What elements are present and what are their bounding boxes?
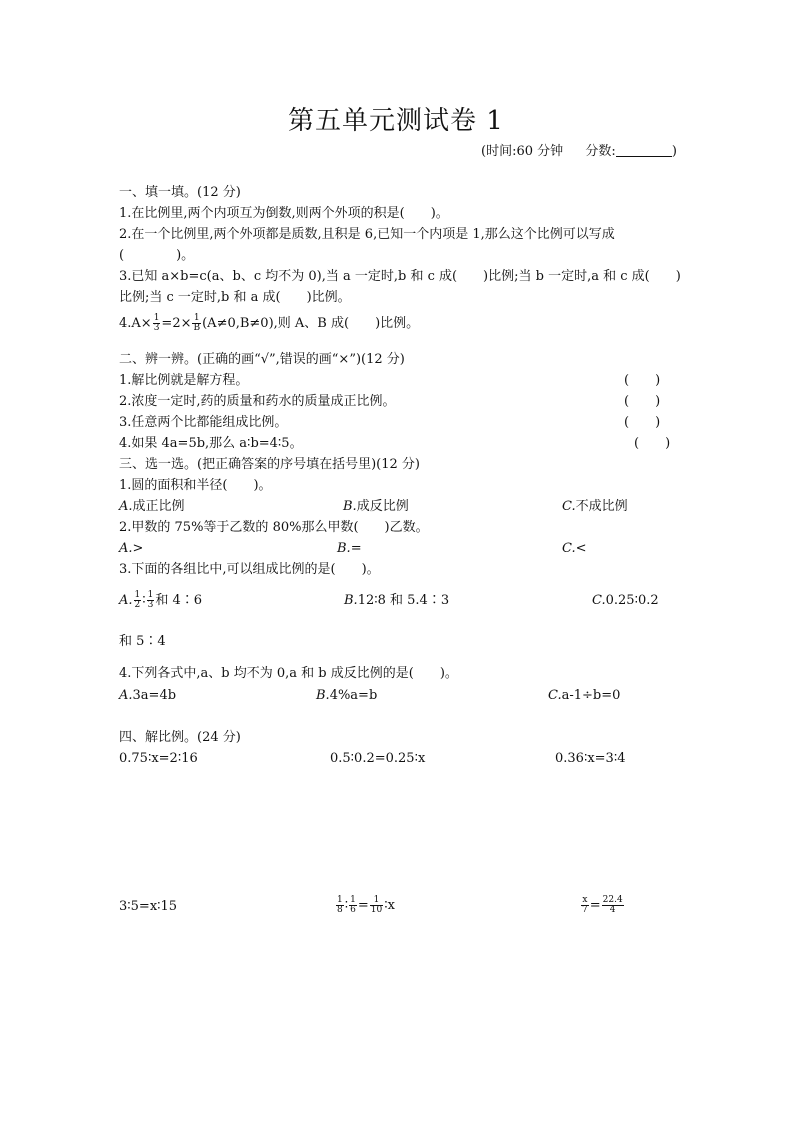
p5-equals: =: [357, 898, 369, 913]
section2-bracket-4[interactable]: ( ): [634, 436, 671, 451]
section2-item-1: 1.解比例就是解方程。: [119, 373, 249, 388]
p5-rest: ∶x: [384, 898, 395, 913]
q4-fraction-2-num: 1: [193, 313, 200, 323]
q4-part-c: (A≠0,B≠0),则 A、B 成( )比例。: [202, 316, 420, 331]
section1-q4: [119, 313, 419, 335]
section1-q3-line1: 3.已知 a×b=c(a、b、c 均不为 0),当 a 一定时,b 和 c 成( )比例;当 b 一定时,a 和 c 成( ): [119, 269, 681, 284]
option-letter: C.: [592, 593, 606, 608]
p5-colon: ∶: [344, 898, 349, 913]
q4-part-a: 4.A×: [119, 316, 152, 331]
fraction-den: 4: [609, 905, 616, 915]
section1-q2-line1: 2.在一个比例里,两个外项都是质数,且积是 6,已知一个内项是 1,那么这个比例可以写成: [119, 227, 615, 242]
section3-q3-option-a[interactable]: [119, 590, 202, 612]
option-a-colon: ∶: [142, 593, 146, 608]
option-text: 12∶8 和 5.4∶3: [357, 593, 450, 608]
fraction-num: 1: [350, 895, 356, 905]
section2-bracket-1[interactable]: ( ): [624, 373, 661, 388]
section3-q1: 1.圆的面积和半径( )。: [119, 478, 272, 493]
p6-fraction-1: [581, 896, 589, 915]
option-letter: A.: [119, 541, 133, 556]
section1-heading: 一、填一填。(12 分): [119, 185, 241, 200]
section2-bracket-3[interactable]: ( ): [624, 415, 661, 430]
section1-q3-line2: 比例;当 c 一定时,b 和 a 成( )比例。: [119, 290, 351, 305]
section4-heading: 四、解比例。(24 分): [119, 730, 241, 745]
q4-fraction-1: [153, 314, 161, 333]
section3-q4-option-c[interactable]: [548, 688, 620, 704]
option-a-rest: 和 4∶6: [155, 593, 203, 608]
q4-fraction-2: [192, 314, 201, 333]
section3-q4-option-b[interactable]: [316, 688, 377, 704]
section3-q1-option-a[interactable]: [119, 499, 185, 515]
section3-q3: 3.下面的各组比中,可以组成比例的是( )。: [119, 562, 380, 577]
section2-item-4: 4.如果 4a=5b,那么 a∶b=4∶5。: [119, 436, 303, 451]
option-letter: B.: [344, 593, 358, 608]
proportion-4: 3∶5=x∶15: [119, 899, 178, 914]
section3-q3-option-c[interactable]: [592, 593, 659, 609]
section3-q4: 4.下列各式中,a、b 均不为 0,a 和 b 成反比例的是( )。: [119, 666, 458, 681]
fraction-den: 8: [337, 905, 343, 915]
fraction-num: 1: [134, 590, 141, 600]
section3-q2-option-a[interactable]: [119, 541, 143, 557]
section3-q2: 2.甲数的 75%等于乙数的 80%那么甲数( )乙数。: [119, 520, 429, 535]
section2-bracket-2[interactable]: ( ): [624, 394, 661, 409]
option-letter: C.: [548, 688, 562, 703]
fraction-den: 7: [582, 905, 588, 915]
proportion-6: [580, 894, 625, 918]
q4-fraction-1-den: 3: [153, 323, 160, 333]
proportion-5: [335, 894, 395, 918]
option-text: 成正比例: [132, 499, 185, 514]
option-letter: A.: [119, 688, 133, 703]
option-letter: A.: [119, 593, 133, 608]
option-text: 3a=4b: [132, 688, 177, 703]
section1-q2-line2: ( )。: [119, 248, 195, 263]
option-letter: C.: [562, 541, 576, 556]
option-text: 4%a=b: [329, 688, 378, 703]
p5-fraction-2: [349, 896, 357, 915]
option-letter: B.: [337, 541, 351, 556]
fraction-num: x: [582, 895, 588, 905]
proportion-1: 0.75∶x=2∶16: [119, 751, 198, 766]
option-letter: B.: [316, 688, 330, 703]
section2-item-2: 2.浓度一定时,药的质量和药水的质量成正比例。: [119, 394, 396, 409]
fraction-den: 10: [370, 905, 383, 915]
option-text: >: [132, 541, 144, 556]
section3-heading: 三、选一选。(把正确答案的序号填在括号里)(12 分): [119, 457, 420, 472]
section3-q4-option-a[interactable]: [119, 688, 176, 704]
section3-q3-option-c-cont: 和 5∶4: [119, 634, 166, 649]
section1-q1: 1.在比例里,两个内项互为倒数,则两个外项的积是( )。: [119, 206, 449, 221]
p6-fraction-2: [602, 896, 624, 915]
p5-fraction-1: [336, 896, 344, 915]
option-text: 不成比例: [575, 499, 628, 514]
section3-q2-option-b[interactable]: [337, 541, 362, 557]
option-letter: B.: [343, 499, 357, 514]
q4-fraction-1-num: 1: [153, 313, 160, 323]
fraction-num: 1: [147, 590, 154, 600]
option-letter: A.: [119, 499, 133, 514]
time-label: (时间:60 分钟: [481, 144, 564, 159]
section3-q2-option-c[interactable]: [562, 541, 587, 557]
section3-q3-option-b[interactable]: [344, 593, 449, 609]
section2-heading: 二、辨一辨。(正确的画“√”,错误的画“×”)(12 分): [119, 352, 405, 367]
score-close: ): [671, 144, 677, 159]
p6-equals: =: [589, 898, 601, 913]
proportion-3: 0.36∶x=3∶4: [555, 751, 626, 766]
option-text: =: [350, 541, 362, 556]
option-a-fraction-2: [147, 591, 155, 610]
option-a-fraction-1: [134, 591, 142, 610]
fraction-num: 22.4: [602, 895, 623, 905]
fraction-den: 6: [350, 905, 356, 915]
section3-q1-option-c[interactable]: [562, 499, 628, 515]
score-blank[interactable]: [616, 144, 672, 157]
q4-fraction-2-den: B: [193, 323, 201, 333]
page-title: 第五单元测试卷 1: [288, 106, 504, 136]
option-letter: C.: [562, 499, 576, 514]
option-text: a-1÷b=0: [561, 688, 621, 703]
fraction-den: 2: [134, 600, 141, 610]
fraction-num: 1: [370, 896, 383, 906]
score-label: 分数:: [585, 144, 616, 159]
p5-fraction-3: [370, 896, 383, 915]
time-info: [481, 144, 677, 160]
option-text: <: [575, 541, 587, 556]
q4-part-b: =2×: [161, 316, 192, 331]
section3-q1-option-b[interactable]: [343, 499, 409, 515]
option-text: 0.25∶0.2: [605, 593, 659, 608]
option-text: 成反比例: [356, 499, 409, 514]
section2-item-3: 3.任意两个比都能组成比例。: [119, 415, 288, 430]
fraction-den: 3: [147, 600, 154, 610]
fraction-num: 1: [337, 895, 343, 905]
proportion-2: 0.5∶0.2=0.25∶x: [330, 751, 426, 766]
